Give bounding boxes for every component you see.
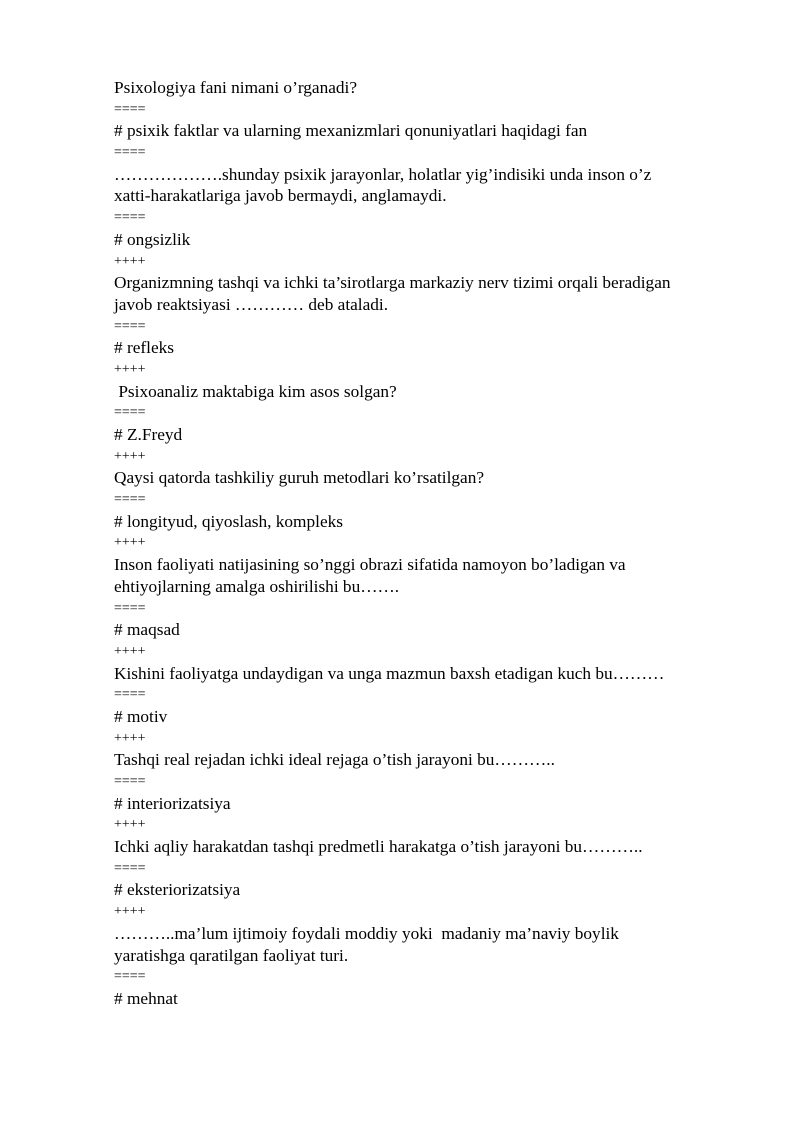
separator-line: ====: [114, 145, 146, 161]
separator-line: ++++: [114, 904, 146, 920]
separator-line: ++++: [114, 643, 146, 659]
separator-line: ====: [114, 492, 146, 508]
answer-line: # Z.Freyd: [114, 425, 183, 444]
separator-line: ++++: [114, 448, 146, 464]
separator-line: ====: [114, 405, 146, 421]
separator-line: ++++: [114, 361, 146, 377]
question-line: Kishini faoliyatga undaydigan va unga mazmun baxsh etadigan kuch bu………: [114, 663, 665, 683]
question-line: Psixoanaliz maktabiga kim asos solgan?: [114, 381, 397, 401]
separator-line: ====: [114, 969, 146, 985]
separator-line: ====: [114, 101, 146, 117]
question-line: Qaysi qatorda tashkiliy guruh metodlari ko’rsatilgan?: [114, 468, 485, 488]
question-line: xatti-harakatlariga javob bermaydi, anglamaydi.: [114, 186, 447, 206]
separator-line: ====: [114, 860, 146, 876]
answer-line: # maqsad: [114, 620, 180, 640]
separator-line: ++++: [114, 535, 146, 551]
answer-line: # mehnat: [114, 988, 178, 1008]
question-line: Tashqi real rejadan ichki ideal rejaga o’tish jarayoni bu………..: [114, 750, 555, 770]
question-line: Psixologiya fani nimani o’rganadi?: [114, 78, 358, 97]
question-line: Ichki aqliy harakatdan tashqi predmetli harakatga o’tish jarayoni bu………..: [114, 837, 643, 857]
question-line: yaratishga qaratilgan faoliyat turi.: [114, 945, 349, 965]
answer-line: # psixik faktlar va ularning mexanizmlari qonuniyatlari haqidagi fan: [114, 121, 588, 141]
separator-line: ====: [114, 318, 146, 334]
separator-line: ====: [114, 774, 146, 789]
answer-line: # interiorizatsiya: [114, 793, 231, 813]
question-line: Organizmning tashqi va ichki ta’sirotlarga markaziy nerv tizimi orqali beradigan: [114, 273, 671, 293]
answer-line: # refleks: [114, 338, 174, 358]
document-page: [114, 77, 734, 1010]
separator-line: ====: [114, 210, 146, 226]
answer-line: # ongsizlik: [114, 229, 191, 249]
question-line: ………..ma’lum ijtimoiy foydali moddiy yoki madaniy ma’naviy boylik: [114, 923, 619, 943]
separator-line: ====: [114, 687, 146, 703]
separator-line: ====: [114, 600, 146, 616]
separator-line: ++++: [114, 817, 146, 833]
question-line: Inson faoliyati natijasining so’nggi obrazi sifatida namoyon bo’ladigan va: [114, 555, 626, 575]
separator-line: ++++: [114, 730, 146, 746]
question-line: ……………….shunday psixik jarayonlar, holatlar yig’indisiki unda inson o’z: [114, 164, 652, 184]
question-line: javob reaktsiyasi ………… deb ataladi.: [114, 294, 389, 314]
answer-line: # eksteriorizatsiya: [114, 880, 241, 900]
question-line: ehtiyojlarning amalga oshirilishi bu…….: [114, 576, 400, 596]
separator-line: ++++: [114, 253, 146, 269]
answer-line: # motiv: [114, 706, 168, 726]
answer-line: # longityud, qiyoslash, kompleks: [114, 511, 343, 531]
